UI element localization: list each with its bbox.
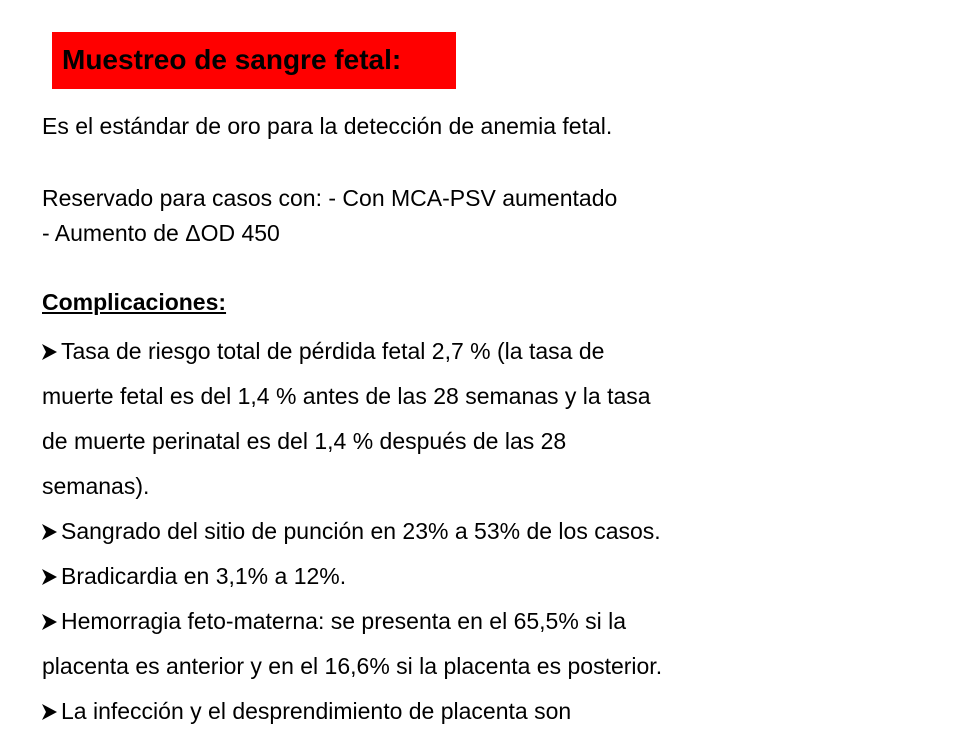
complication-item <box>42 599 922 689</box>
reserved-line-1: Reservado para casos con: - Con MCA-PSV aumentado <box>42 185 618 211</box>
complication-line: Tasa de riesgo total de pérdida fetal 2,7 % (la tasa de <box>61 338 605 364</box>
complication-item <box>42 509 922 554</box>
arrow-bullet-icon <box>42 704 57 720</box>
complications-heading: Complicaciones: <box>42 289 227 315</box>
complications-list <box>42 329 922 734</box>
complication-line: semanas). <box>42 473 150 499</box>
complication-line: Bradicardia en 3,1% a 12%. <box>61 563 347 589</box>
complication-item <box>42 689 922 734</box>
arrow-bullet-icon <box>42 524 57 540</box>
complication-line: Sangrado del sitio de punción en 23% a 53% de los casos. <box>61 518 661 544</box>
arrow-bullet-icon <box>42 614 57 630</box>
complication-item <box>42 329 922 509</box>
arrow-bullet-icon <box>42 569 57 585</box>
complication-item <box>42 554 922 599</box>
complication-line: muerte fetal es del 1,4 % antes de las 28 semanas y la tasa <box>42 383 651 409</box>
reserved-line-2: - Aumento de ΔOD 450 <box>42 220 280 246</box>
complication-line: placenta es anterior y en el 16,6% si la placenta es posterior. <box>42 653 663 679</box>
complication-line: Hemorragia feto-materna: se presenta en el 65,5% si la <box>61 608 627 634</box>
arrow-bullet-icon <box>42 344 57 360</box>
complication-line: de muerte perinatal es del 1,4 % después de las 28 <box>42 428 567 454</box>
intro-text: Es el estándar de oro para la detección de anemia fetal. <box>42 113 613 139</box>
slide-title: Muestreo de sangre fetal: <box>62 44 402 75</box>
complication-line: La infección y el desprendimiento de placenta son <box>61 698 572 724</box>
